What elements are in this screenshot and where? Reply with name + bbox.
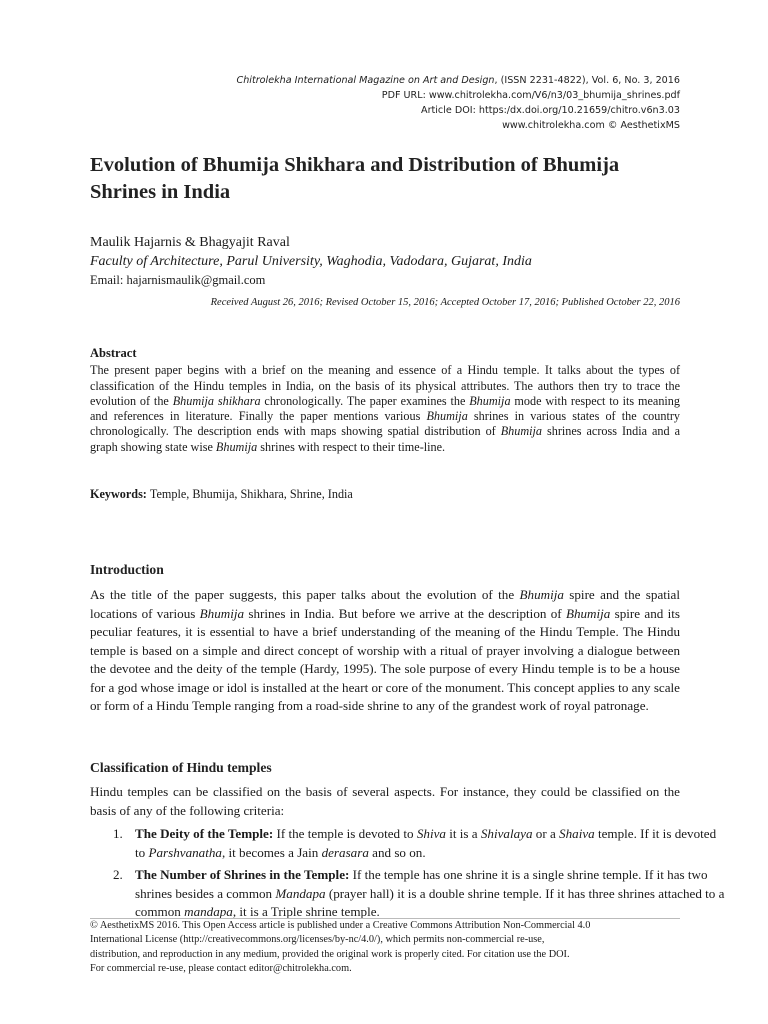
keywords-text: Temple, Bhumija, Shikhara, Shrine, India <box>149 487 353 501</box>
article-doi[interactable]: Article DOI: https:/dx.doi.org/10.21659/chitro.v6n3.03 <box>421 105 680 116</box>
license-line: For commercial re-use, please contact editor@chitrolekha.com. <box>90 962 352 974</box>
author-affiliation: Faculty of Architecture, Parul University, Waghodia, Vadodara, Gujarat, India <box>90 254 532 269</box>
paper-title: Evolution of Bhumija Shikhara and Distribution of Bhumija Shrines in India <box>90 154 620 203</box>
abstract-text-run: chronologically. The paper examines the <box>260 393 470 408</box>
introduction-text-run: shrines in India. But before we arrive at the description of <box>244 605 566 621</box>
list-item-italic: Shaiva <box>559 826 595 841</box>
abstract-text-run: shrines in various states of the country chronologically. The description ends with maps showing spatial distribution of <box>90 409 681 439</box>
journal-name: Chitrolekha International Magazine on Art and Design <box>236 75 495 86</box>
abstract-text-italic: Bhumija shikhara <box>172 393 261 408</box>
abstract-section <box>90 346 680 455</box>
introduction-text-italic: Bhumija <box>519 587 564 602</box>
abstract-text-run: shrines across India and a graph showing state wise <box>90 424 680 454</box>
list-item-italic: Shiva <box>416 826 446 841</box>
journal-header <box>160 73 680 133</box>
list-item-text: or a <box>532 826 560 841</box>
author-email[interactable]: Email: hajarnismaulik@gmail.com <box>90 273 266 287</box>
keywords-label: Keywords: <box>90 487 150 501</box>
keywords-line <box>90 487 680 502</box>
introduction-text-italic: Bhumija <box>565 605 611 621</box>
license-line: © AesthetixMS 2016. This Open Access article is published under a Creative Commons Attribution Non-Commercial 4.0 <box>90 920 591 931</box>
introduction-text-run: spire and the spatial locations of various <box>90 587 680 621</box>
pdf-url[interactable]: PDF URL: www.chitrolekha.com/V6/n3/03_bhumija_shrines.pdf <box>381 90 680 101</box>
list-item-italic: Shivalaya <box>480 826 533 841</box>
license-line: International License (http://creativecommons.org/licenses/by-nc/4.0/), which permits non-commercial re-use, <box>90 934 545 946</box>
license-footer <box>90 919 690 976</box>
list-item-italic: Mandapa <box>275 885 326 901</box>
list-item <box>113 825 725 862</box>
introduction-text-run: As the title of the paper suggests, this paper talks about the evolution of the <box>90 587 520 602</box>
journal-issn: , (ISSN 2231-4822), Vol. 6, No. 3, 2016 <box>494 75 680 86</box>
list-item-text: temple. If it is devoted to <box>135 826 717 860</box>
abstract-text <box>90 363 680 455</box>
list-item-number: 2. <box>113 867 123 882</box>
abstract-text-italic: Bhumija <box>469 393 511 408</box>
abstract-text-italic: Bhumija <box>215 439 258 454</box>
introduction-text <box>90 586 680 716</box>
abstract-text-run: The present paper begins with a brief on the meaning and essence of a Hindu temple. It talks about the types of classification of the Hindu temples in India, on the basis of its physical attributes. The authors then try to trace the evolution of the <box>90 363 680 408</box>
author-names: Maulik Hajarnis & Bhagyajit Raval <box>90 235 290 250</box>
introduction-text-italic: Bhumija <box>199 605 245 621</box>
list-item-text: , it becomes a Jain <box>221 844 322 860</box>
list-item-term: The Deity of the Temple: <box>135 826 274 841</box>
abstract-text-italic: Bhumija <box>500 424 543 439</box>
license-line: distribution, and reproduction in any medium, provided the original work is properly cited. For citation use the DOI. <box>90 948 570 960</box>
publication-dates: Received August 26, 2016; Revised October 15, 2016; Accepted October 17, 2016; Published October 22, 2016 <box>210 297 680 308</box>
list-item-text: If the temple has one shrine it is a single shrine temple. If it has two shrines besides a common <box>135 867 708 901</box>
introduction-text-run: spire and its peculiar features, it is essential to have a brief understanding of the meaning of the Hindu Temple. The Hindu temple is based on a simple and direct concept of worship with a ritual of prayer involving a dialogue between the devotee and the deity of the temple (Hardy, 1995). The sole purpose of every Hindu temple is to be a house for a god whose image or idol is installed at the heart or core of the monument. This concept applies to any scale or form of a Hindu Temple ranging from a road-side shrine to any of the grandest work of royal patronage. <box>90 605 680 713</box>
list-item-italic: mandapa <box>184 904 233 919</box>
abstract-text-run: mode with respect to its meaning and references in literature. Finally the paper mentions various <box>90 393 680 424</box>
introduction-heading: Introduction <box>90 562 164 577</box>
list-item <box>113 866 725 922</box>
list-item-text: (prayer hall) it is a double shrine temple. If it has three shrines attached to a common <box>135 885 725 919</box>
list-item-text: If the temple is devoted to <box>273 826 417 841</box>
list-item-italic: derasara <box>321 844 369 860</box>
list-item-text: , it is a Triple shrine temple. <box>232 904 380 919</box>
list-item-italic: Parshvanatha <box>148 844 222 860</box>
classification-heading: Classification of Hindu temples <box>90 760 272 775</box>
author-block <box>90 233 690 290</box>
journal-citation-line <box>160 73 680 88</box>
classification-intro: Hindu temples can be classified on the basis of several aspects. For instance, they could be classified on the basis of any of the following criteria: <box>90 784 680 818</box>
list-item-text: and so on. <box>368 844 426 860</box>
abstract-heading: Abstract <box>90 346 137 360</box>
abstract-text-run: shrines with respect to their time-line. <box>257 439 446 454</box>
abstract-text-italic: Bhumija <box>426 409 468 424</box>
journal-site[interactable]: www.chitrolekha.com © AesthetixMS <box>502 120 680 131</box>
classification-criteria-list <box>90 825 725 922</box>
list-item-text: it is a <box>445 826 481 841</box>
list-item-term: The Number of Shrines in the Temple: <box>135 867 350 882</box>
list-item-number: 1. <box>113 826 123 841</box>
